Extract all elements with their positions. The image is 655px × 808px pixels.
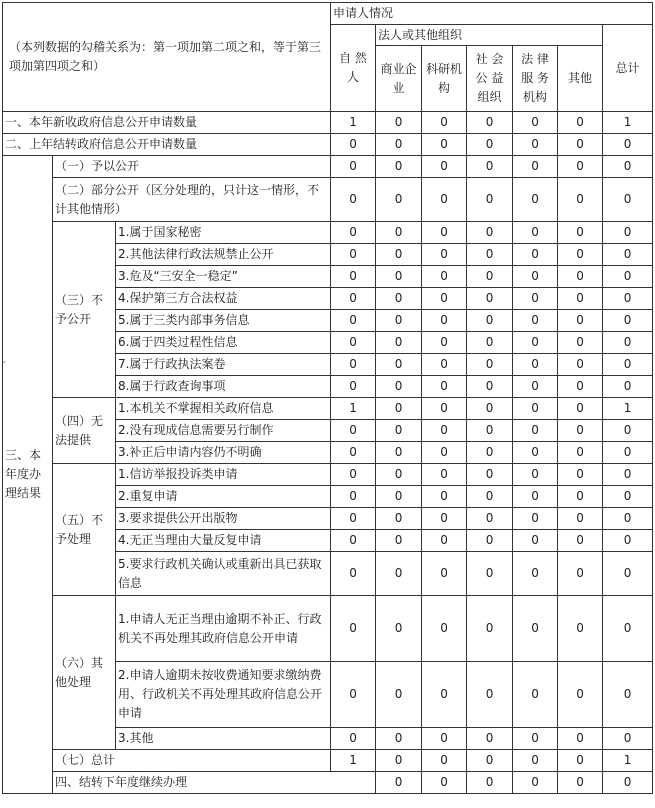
value-cell: 0 <box>331 376 376 398</box>
value-cell: 0 <box>558 596 603 662</box>
value-cell: 0 <box>467 354 513 376</box>
value-cell: 0 <box>603 134 653 156</box>
value-cell: 0 <box>422 332 467 354</box>
value-cell: 0 <box>603 178 653 222</box>
value-cell: 0 <box>558 442 603 464</box>
value-cell: 0 <box>558 728 603 750</box>
header-other: 其他 <box>558 46 603 112</box>
header-commercial: 商业企业 <box>376 46 422 112</box>
value-cell: 0 <box>603 728 653 750</box>
value-cell: 0 <box>603 662 653 728</box>
header-research: 科研机构 <box>422 46 467 112</box>
value-cell: 0 <box>558 156 603 178</box>
value-cell: 0 <box>376 332 422 354</box>
value-cell: 0 <box>603 442 653 464</box>
value-cell: 0 <box>467 552 513 596</box>
value-cell: 0 <box>422 134 467 156</box>
group-label: （六）其他处理 <box>53 596 116 750</box>
value-cell: 0 <box>422 420 467 442</box>
table-row <box>3 398 653 420</box>
header-natural-person: 自 然 人 <box>331 25 376 112</box>
value-cell: 0 <box>331 332 376 354</box>
item-label: 2.申请人逾期未按收费通知要求缴纳费用、行政机关不再处理其政府信息公开申请 <box>116 662 331 728</box>
value-cell: 0 <box>331 244 376 266</box>
value-cell: 0 <box>422 222 467 244</box>
value-cell: 0 <box>331 442 376 464</box>
value-cell: 0 <box>331 530 376 552</box>
row-label: 四、结转下年度继续办理 <box>53 772 376 794</box>
table-row <box>3 178 653 222</box>
value-cell: 0 <box>422 266 467 288</box>
value-cell: 0 <box>603 420 653 442</box>
value-cell: 0 <box>513 178 558 222</box>
value-cell: 0 <box>558 662 603 728</box>
value-cell: 0 <box>513 420 558 442</box>
group-label: （三）不予公开 <box>53 222 116 398</box>
value-cell: 0 <box>513 398 558 420</box>
item-label: 4.保护第三方合法权益 <box>116 288 331 310</box>
value-cell: 0 <box>513 156 558 178</box>
row-label: （二）部分公开（区分处理的，只计这一情形，不计其他情形） <box>53 178 331 222</box>
item-label: 1.本机关不掌握相关政府信息 <box>116 398 331 420</box>
value-cell: 0 <box>422 596 467 662</box>
value-cell: 0 <box>513 376 558 398</box>
header-applicant-situation: 申请人情况 <box>331 3 653 25</box>
header-legal-group: 法人或其他组织 <box>376 25 603 46</box>
value-cell: 0 <box>376 244 422 266</box>
value-cell: 0 <box>376 354 422 376</box>
value-cell: 0 <box>467 310 513 332</box>
value-cell: 0 <box>558 310 603 332</box>
value-cell: 0 <box>603 354 653 376</box>
value-cell: 0 <box>558 354 603 376</box>
value-cell: 0 <box>422 772 467 794</box>
value-cell: 0 <box>513 728 558 750</box>
value-cell: 0 <box>558 508 603 530</box>
value-cell: 0 <box>422 112 467 134</box>
item-label: 3.补正后申请内容仍不明确 <box>116 442 331 464</box>
value-cell: 0 <box>422 178 467 222</box>
item-label: 5.要求行政机关确认或重新出具已获取信息 <box>116 552 331 596</box>
value-cell: 0 <box>558 244 603 266</box>
item-label: 2.重复申请 <box>116 486 331 508</box>
value-cell: 0 <box>422 552 467 596</box>
item-label: 5.属于三类内部事务信息 <box>116 310 331 332</box>
value-cell: 0 <box>376 156 422 178</box>
value-cell: 0 <box>376 376 422 398</box>
value-cell: 0 <box>376 310 422 332</box>
value-cell: 0 <box>331 134 376 156</box>
value-cell: 0 <box>558 112 603 134</box>
value-cell: 1 <box>331 398 376 420</box>
value-cell: 0 <box>558 288 603 310</box>
value-cell: 1 <box>603 750 653 772</box>
value-cell: 0 <box>422 354 467 376</box>
value-cell: 0 <box>513 750 558 772</box>
value-cell: 0 <box>513 222 558 244</box>
value-cell: 0 <box>513 112 558 134</box>
value-cell: 0 <box>331 354 376 376</box>
value-cell: 0 <box>558 222 603 244</box>
value-cell: 0 <box>376 772 422 794</box>
value-cell: 0 <box>558 552 603 596</box>
value-cell: 0 <box>422 530 467 552</box>
group-label: （四）无法提供 <box>53 398 116 464</box>
item-label: 6.属于四类过程性信息 <box>116 332 331 354</box>
value-cell: 0 <box>513 266 558 288</box>
value-cell: 0 <box>513 772 558 794</box>
value-cell: 0 <box>513 332 558 354</box>
value-cell: 0 <box>422 398 467 420</box>
value-cell: 0 <box>603 288 653 310</box>
value-cell: 1 <box>331 112 376 134</box>
value-cell: 0 <box>376 552 422 596</box>
value-cell: 0 <box>513 662 558 728</box>
value-cell: 0 <box>558 376 603 398</box>
header-note: （本列数据的勾稽关系为：第一项加第二项之和，等于第三项加第四项之和） <box>3 3 331 112</box>
value-cell: 0 <box>558 750 603 772</box>
row-label: （一）予以公开 <box>53 156 331 178</box>
value-cell: 0 <box>513 596 558 662</box>
value-cell: 0 <box>467 772 513 794</box>
item-label: 1.属于国家秘密 <box>116 222 331 244</box>
value-cell: 0 <box>422 288 467 310</box>
value-cell: 0 <box>331 662 376 728</box>
value-cell: 0 <box>467 508 513 530</box>
value-cell: 0 <box>422 486 467 508</box>
disclosure-statistics-table <box>2 2 653 794</box>
value-cell: 0 <box>467 662 513 728</box>
value-cell: 0 <box>513 134 558 156</box>
value-cell: 0 <box>331 156 376 178</box>
value-cell: 0 <box>331 508 376 530</box>
value-cell: 0 <box>513 244 558 266</box>
value-cell: 0 <box>376 486 422 508</box>
group-label: （五）不予处理 <box>53 464 116 596</box>
item-label: 7.属于行政执法案卷 <box>116 354 331 376</box>
value-cell: 0 <box>422 244 467 266</box>
value-cell: 0 <box>603 596 653 662</box>
value-cell: 0 <box>376 508 422 530</box>
value-cell: 0 <box>603 464 653 486</box>
value-cell: 0 <box>558 398 603 420</box>
value-cell: 0 <box>558 530 603 552</box>
value-cell: 0 <box>467 398 513 420</box>
value-cell: 0 <box>513 508 558 530</box>
section-label: 三、本年度办理结果 <box>3 156 53 794</box>
value-cell: 0 <box>376 266 422 288</box>
value-cell: 0 <box>467 134 513 156</box>
value-cell: 0 <box>376 596 422 662</box>
value-cell: 0 <box>558 134 603 156</box>
value-cell: 0 <box>513 464 558 486</box>
value-cell: 0 <box>513 354 558 376</box>
value-cell: 0 <box>603 332 653 354</box>
header-legal-service: 法 律 服 务 机构 <box>513 46 558 112</box>
value-cell: 0 <box>331 178 376 222</box>
value-cell: 0 <box>603 530 653 552</box>
row-label: （七）总计 <box>53 750 331 772</box>
table-row <box>3 464 653 486</box>
value-cell: 0 <box>376 662 422 728</box>
value-cell: 0 <box>376 178 422 222</box>
value-cell: 0 <box>558 332 603 354</box>
value-cell: 0 <box>376 442 422 464</box>
item-label: 3.危及“三安全一稳定” <box>116 266 331 288</box>
value-cell: 0 <box>603 552 653 596</box>
value-cell: 0 <box>467 464 513 486</box>
value-cell: 0 <box>467 332 513 354</box>
table-row <box>3 596 653 662</box>
value-cell: 1 <box>331 750 376 772</box>
value-cell: 1 <box>603 398 653 420</box>
value-cell: 0 <box>376 398 422 420</box>
value-cell: 0 <box>603 244 653 266</box>
header-social: 社 会 公 益 组织 <box>467 46 513 112</box>
value-cell: 0 <box>513 442 558 464</box>
value-cell: 0 <box>603 772 653 794</box>
value-cell: 0 <box>467 728 513 750</box>
value-cell: 0 <box>376 530 422 552</box>
value-cell: 0 <box>376 288 422 310</box>
value-cell: 0 <box>603 222 653 244</box>
value-cell: 0 <box>467 486 513 508</box>
table-row <box>3 112 653 134</box>
value-cell: 0 <box>513 288 558 310</box>
item-label: 3.其他 <box>116 728 331 750</box>
value-cell: 0 <box>376 464 422 486</box>
value-cell: 0 <box>558 486 603 508</box>
value-cell: 0 <box>467 596 513 662</box>
table-row <box>3 156 653 178</box>
value-cell: 0 <box>331 420 376 442</box>
table-row <box>3 750 653 772</box>
row-label: 一、本年新收政府信息公开申请数量 <box>3 112 331 134</box>
value-cell: 0 <box>467 530 513 552</box>
value-cell: 0 <box>467 222 513 244</box>
value-cell: 0 <box>513 486 558 508</box>
collapse-marker-icon: ⌄ <box>0 356 8 366</box>
value-cell: 0 <box>331 266 376 288</box>
value-cell: 0 <box>331 596 376 662</box>
value-cell: 0 <box>331 222 376 244</box>
value-cell: 0 <box>467 442 513 464</box>
value-cell: 0 <box>331 464 376 486</box>
value-cell: 1 <box>603 112 653 134</box>
row-label: 二、上年结转政府信息公开申请数量 <box>3 134 331 156</box>
value-cell: 0 <box>422 156 467 178</box>
value-cell: 0 <box>331 728 376 750</box>
item-label: 2.没有现成信息需要另行制作 <box>116 420 331 442</box>
table-row <box>3 222 653 244</box>
item-label: 2.其他法律行政法规禁止公开 <box>116 244 331 266</box>
value-cell: 0 <box>376 222 422 244</box>
value-cell: 0 <box>467 420 513 442</box>
value-cell: 0 <box>331 288 376 310</box>
value-cell: 0 <box>558 772 603 794</box>
value-cell: 0 <box>467 266 513 288</box>
value-cell: 0 <box>558 420 603 442</box>
value-cell: 0 <box>513 530 558 552</box>
value-cell: 0 <box>422 750 467 772</box>
value-cell: 0 <box>422 442 467 464</box>
value-cell: 0 <box>558 178 603 222</box>
item-label: 1.申请人无正当理由逾期不补正、行政机关不再处理其政府信息公开申请 <box>116 596 331 662</box>
value-cell: 0 <box>422 376 467 398</box>
value-cell: 0 <box>376 750 422 772</box>
value-cell: 0 <box>422 464 467 486</box>
item-label: 3.要求提供公开出版物 <box>116 508 331 530</box>
value-cell: 0 <box>422 508 467 530</box>
value-cell: 0 <box>603 376 653 398</box>
value-cell: 0 <box>558 464 603 486</box>
value-cell: 0 <box>467 178 513 222</box>
value-cell: 0 <box>603 156 653 178</box>
value-cell: 0 <box>513 552 558 596</box>
value-cell: 0 <box>467 112 513 134</box>
value-cell: 0 <box>331 552 376 596</box>
value-cell: 0 <box>603 266 653 288</box>
value-cell: 0 <box>331 310 376 332</box>
value-cell: 0 <box>422 662 467 728</box>
item-label: 8.属于行政查询事项 <box>116 376 331 398</box>
value-cell: 0 <box>513 310 558 332</box>
table-row <box>3 134 653 156</box>
item-label: 4.无正当理由大量反复申请 <box>116 530 331 552</box>
item-label: 1.信访举报投诉类申请 <box>116 464 331 486</box>
value-cell: 0 <box>603 310 653 332</box>
value-cell: 0 <box>422 310 467 332</box>
value-cell: 0 <box>467 288 513 310</box>
value-cell: 0 <box>467 376 513 398</box>
header-total: 总计 <box>603 25 653 112</box>
value-cell: 0 <box>467 750 513 772</box>
value-cell: 0 <box>376 728 422 750</box>
value-cell: 0 <box>376 420 422 442</box>
value-cell: 0 <box>603 508 653 530</box>
value-cell: 0 <box>603 486 653 508</box>
value-cell: 0 <box>376 134 422 156</box>
value-cell: 0 <box>331 486 376 508</box>
value-cell: 0 <box>467 156 513 178</box>
value-cell: 0 <box>558 266 603 288</box>
table-row <box>3 772 653 794</box>
value-cell: 0 <box>422 728 467 750</box>
value-cell: 0 <box>376 112 422 134</box>
value-cell: 0 <box>467 244 513 266</box>
